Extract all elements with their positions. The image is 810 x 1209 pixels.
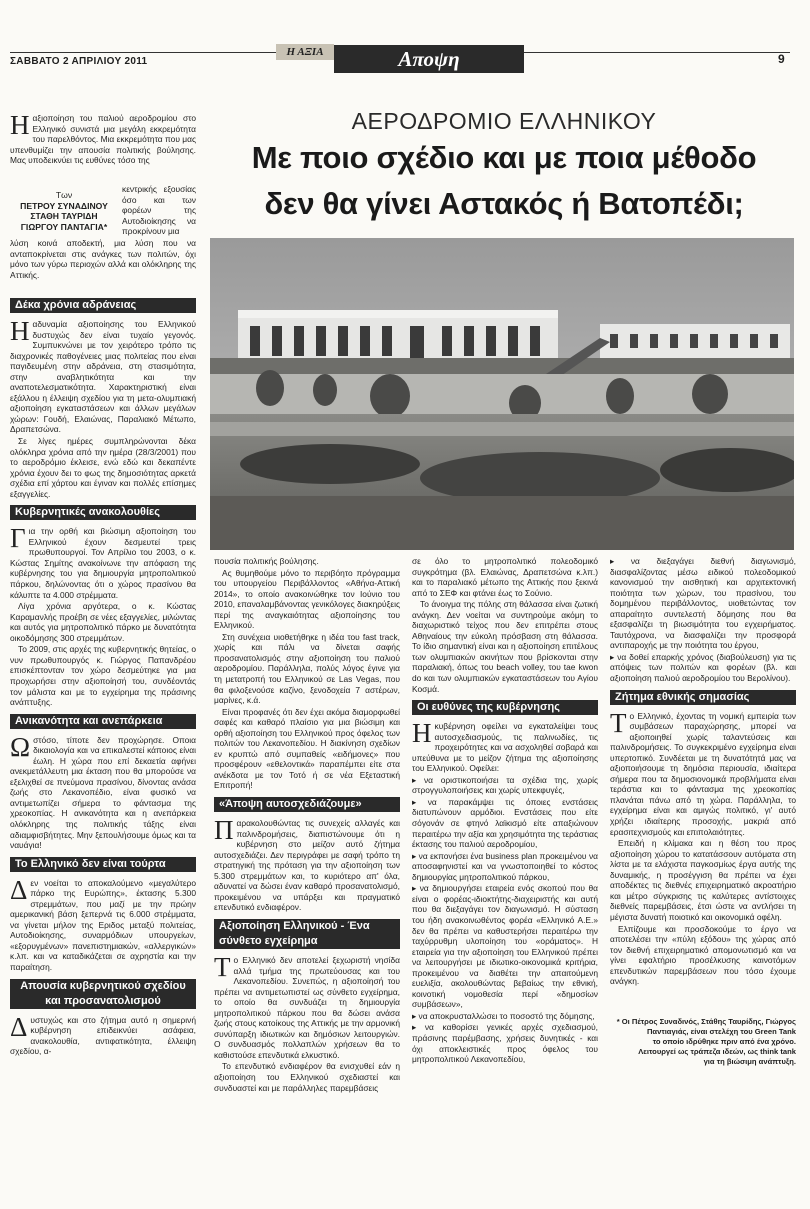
article-kicker: ΑΕΡΟΔΡΟΜΙΟ ΕΛΛΗΝΙΚΟΥ (351, 108, 657, 134)
paragraph: Το άνοιγμα της πόλης στη θάλασσα είναι ζωτική ανάγκη. Δεν νοείται να συντηρούμε ακόμη το διαχωριστικό τείχος που δεν επιτρέπει στους Αθηναίους την εύκολη πρόσβαση στη θάλασσα. Το ίδιο σημαντική είναι και η αξιοποίηση επιτέλους των ολυμπιακών ακινήτων που βρίσκονται στην παραλιακή, όπως του beach volley, του tae kwon do και των ολυμπιακών εγκαταστάσεων του Αγίου Κοσμά. (412, 599, 598, 694)
dropcap: Τ (610, 707, 627, 738)
footnote-line: το οποίο ιδρύθηκε πριν από ένα χρόνο. (652, 1036, 796, 1046)
section-heading: Αξιοποίηση Ελληνικού - Ένα σύνθετο εγχείρημα (214, 919, 400, 949)
header-paper-name: Η ΑΞΙΑ (276, 44, 334, 60)
section-heading: «Άποψη αυτοσχεδιάζουμε» (214, 797, 400, 812)
section-heading: Οι ευθύνες της κυβέρνησης (412, 700, 598, 715)
paragraph: Στη συνέχεια υιοθετήθηκε η ιδέα του fast track, χωρίς και πάλι να δίνεται σαφής προσανατολισμός στην αξιοποίηση του παλιού αεροδρομίου. Παράλληλα, πολύς λόγος έγινε για τη μετατροπή του Ελληνικού σε Las Vegas, που θα φιλοξενούσε καζίνο, ξενοδοχεία 7 αστέρων, μαρίνες, κ.ά. (214, 631, 400, 706)
bullet-item: ▸ να παρακάμψει τις όποιες ενστάσεις διατυπώνουν αρμόδιοι. Ενστάσεις που είτε σόγονάν σε φτηνό λαϊκισμό είτε απαξιώνουν περαιτέρω την αξία και χρησιμότητα της τεράστιας έκτασης του παλιού αεροδρομίου, (412, 796, 598, 850)
paragraph: Είναι προφανές ότι δεν έχει ακόμα διαμορφωθεί σαφές και καθαρό πλαίσιο για μια βιώσιμη και ορθή αξιοποίηση του Ελληνικού προς όφελος των πολιτών του Λεκανοπεδίου. Η διακίνηση σχεδίων εν κρυπτώ από συμπαθείς «ειδήμονες» που προσφέρουν «εθελοντικά» παραπέμπει είτε στα ανέκδοτα με τον Τοτό ή σε νέα Εξεταστική Επιτροπή! (214, 706, 400, 791)
intro-paragraph-top: αξιοποίηση του παλιού αεροδρομίου στο Ελληνικό συνιστά μια μεγάλη εκκρεμότητα του παρελθόντος. Μια εκκρεμότητα που μας υπενθυμίζει την απουσία πολιτικής βούλησης. Μας υποδεικνύει τις ευθύνες τόσο της (10, 113, 196, 166)
section-heading: Κυβερνητικές ανακολουθίες (10, 505, 196, 520)
paragraph: στόσο, τίποτε δεν προχώρησε. Οποια δικαιολογία και να επικαλεστεί κάποιος είναι έωλη. Η χώρα που επί δεκαετία αφήνει ανεκμετάλλευτη μια έκταση που θα μπορούσε να εξελιχθεί σε πνεύμονα πρασίνου, δίνοντας ανάσα ζωής στο Λεκανοπέδιο, είναι φυσικό να αντιμετωπίζει σήμερα το φάντασμα της χρεοκοπίας. Η ανικανότητα και η ανεπάρκεια ολόκληρης της πολιτικής τάξης είναι αδιαμφισβήτητες. Μην ξεπουλήσουμε όμως και τα ναυάγια! (10, 734, 196, 851)
paragraph: πουσία πολιτικής βούλησης. (214, 556, 319, 566)
column-1 (10, 292, 196, 1058)
bullet-item: ▸ να οριστικοποιήσει τα σχέδια της, χωρίς στρογγυλοποιήσεις και χωρίς υπεκφυγές, (412, 774, 598, 796)
dropcap: Η (10, 316, 30, 346)
paragraph: Επειδή η κλίμακα και η θέση του προς αξιοποίηση χώρου το κατατάσσουν αυτόματα στη λίστα με τα ελάχιστα παγκοσμίως έργα αυτής της δυναμικής, η προσέγγιση θα πρέπει να έχει αποδέκτες τις διεθνές επιχειρηματικό ακροατήριο και μέτρο σύγκρισης τις καλύτερες αντίστοιχες διεθνείς παρεμβάσεις, έτσι ώστε να αντλήσει τη μέγιστα δυνατή ποιοτικό και οικονομικά οφέλη. (610, 838, 796, 922)
footnote-line: για τη βιώσιμη ανάπτυξη. (703, 1056, 796, 1066)
dropcap: Τ (214, 951, 231, 982)
bullet-item: ▸ να αποκρυσταλλώσει το ποσοστό της δόμησης, (412, 1010, 595, 1021)
bullet-item: ▸ να διεξαγάγει διεθνή διαγωνισμό, διασφαλίζοντας μέσω ειδικού πολεοδομικού κανονισμού την αισθητική και αρχιτεκτονική ποιότητα των χώρων, του πρασίνου, του δομημένου περιβάλλοντος, υιοθετώντας τον απαραίτητο συντελεστή δόμησης που θα εξασφαλίζει τη βιωσιμότητα του εγχειρήματος. Ταυτόχρονα, να διασφαλίζει την προσφορά αντιπαροχής με την ποιότητα του έργου, (610, 556, 796, 651)
article-title-line1: Με ποιο σχέδιο και με ποια μέθοδο (251, 140, 757, 175)
author-name: ΓΙΩΡΓΟΥ ΠΑΝΤΑΓΙΑ* (20, 221, 108, 232)
dropcap: Η (412, 718, 432, 749)
bullet-item: ▸ να εκπονήσει ένα business plan προκειμένου να αποσαφηνιστεί και να γνωστοποιηθεί το κόστος δημιουργίας μητροπολιτικού πάρκου, (412, 850, 598, 882)
author-name: ΠΕΤΡΟΥ ΣΥΝΑΔΙΝΟΥ (20, 200, 108, 211)
column-3 (412, 556, 598, 1066)
section-heading: Ανικανότητα και ανεπάρκεια (10, 714, 196, 729)
intro-paragraph-bottom: λύση κοινά αποδεκτή, μια λύση που να ανταποκρίνεται στις ανάγκες των πολιτών, όχι μόνο των γύρω περιοχών αλλά και ολόκληρης της Αττικής. (10, 238, 196, 280)
paragraph: κυβέρνηση οφείλει να εγκαταλείψει τους αυτοσχεδιασμούς, τις παλινωδίες, τις προχειρότητες και να ασχοληθεί σοβαρά και υπεύθυνα με το μείζον ζήτημα της αξιοποίησης του Ελληνικού. Οφείλει: (412, 721, 598, 774)
bullet-item: ▸ να καθορίσει γενικές αρχές σχεδιασμού, πράσινης παρέμβασης, χρήσεις δυνητικές - και όχι αποκλειστικές προς όφελος του μητροπολιτικού Λεκανοπεδίου, (412, 1022, 598, 1065)
footnote-line: Λειτουργεί ως τράπεζα ιδεών, ως think tank (638, 1046, 796, 1056)
paragraph: Ελπίζουμε και προσδοκούμε το έργο να αποτελέσει την «πύλη εξόδου» της χώρας από τον διεθνή επιχειρηματικό απομονωτισμό και να γίνει εφαλτήριο προσέλκυσης καινοτόμων επενδυτικών παρεμβάσεων που τόσο έχουμε ανάγκη. (610, 923, 796, 987)
dropcap: Π (214, 815, 234, 846)
paragraph: Σε λίγες ημέρες συμπληρώνονται δέκα ολόκληρα χρόνια από την ημέρα (28/3/2001) που το αεροδρόμιο έκλεισε, ενώ εδώ και δεκαπέντε χρόνια έχουν δει το φως της δημοσιότητας αρκετά σχέδια επί χάρτου και έγιναν και πολλές επίσημες εξαγγελίες. (10, 436, 196, 499)
paragraph: ια την ορθή και βιώσιμη αξιοποίηση του Ελληνικού έχουν δεσμευτεί τρεις πρωθυπουργοί. Τον Απρίλιο του 2003, ο κ. Κώστας Σημίτης ανακοίνωνε την απόφαση της κυβέρνησης του για δημιουργία μητροπολιτικού πάρκου, δηλώνοντας ότι ο χώρος πρασίνου θα κάλυπτε τα 4.000 στρέμματα. (10, 526, 196, 600)
intro-paragraph-side: κεντρικής εξουσίας όσο και των φορέων της Αυτοδιοίκησης να προκρίνουν μια (122, 184, 196, 237)
paragraph: αδυναμία αξιοποίησης του Ελληνικού δυστυχώς δεν είναι τυχαίο γεγονός. Συμπυκνώνει με τον χειρότερο τρόπο τις διαχρονικές παθογένειες μιας πολιτείας που είναι παγιδευμένη στην αδράνεια, στη στασιμότητα, στην αναβλητικότητα και την αναποτελεσματικότητα. Χαρακτηριστική είναι εξάλλου η έλλειψη σχεδίου για τη μετα-ολυμπιακή αξιοποίηση εγκαταστάσεων και άλλων μεγάλων χώρων: Γουδή, Ελαιώνας, Παραλιακό Μέτωπο, Δραπετσώνα. (10, 319, 196, 435)
intro-block (10, 110, 196, 166)
header-date: ΣΑΒΒΑΤΟ 2 ΑΠΡΙΛΙΟΥ 2011 (10, 56, 148, 67)
paragraph: Το 2009, στις αρχές της κυβερνητικής θητείας, ο νυν πρωθυπουργός κ. Γιώργος Παπανδρέου επισκέπτονταν τον χώρο δεσμεύτηκε για μια προχωρήσει στην αξιοποίησή του, συνδέοντάς τον μάλιστα και με το εγχείρημα της πράσινης ανάπτυξης. (10, 644, 196, 708)
paragraph: εν νοείται το αποκαλούμενο «μεγαλύτερο πάρκο της Ευρώπης», έκτασης 5.300 στρεμμάτων, που μαζί με την πρώην αμερικανική βάση ξεπερνά τις 6.000 στρέμματα, να γίνεται μήλον της Εριδος μεταξύ πολιτείας, Αυτοδιοίκησης, συναρμόδιων υπουργείων, «εξορυγμένων» πανεπιστημιακών, «αλλεργικών» κ.λπ. και να καταδικάζεται σε αχρηστία και την παραίτηση. (10, 877, 196, 972)
footnote-line: * Οι Πέτρος Συναδινός, Στάθης Ταυρίδης, Γιώργος Παντιαγιάς, είναι στελέχη του Green Tank (616, 1016, 796, 1036)
article-title-line2: δεν θα γίνει Αστακός ή Βατοπέδι; (264, 186, 744, 221)
dropcap: Ω (10, 731, 31, 762)
byline-prefix: Των (55, 190, 73, 200)
header-section-name: Αποψη (334, 45, 524, 73)
intro-dropcap: Η (10, 110, 30, 140)
paragraph: σε όλο το μητροπολιτικό πολεοδομικό συγκρότημα (βλ. Ελαιώνας, Δραπετσώνα κ.λπ.) και το παραλιακό μέτωπο της Αττικής που ξεκινά από το ΣΕΦ και φτάνει έως το Σούνιο. (412, 556, 598, 598)
paragraph: Το επενδυτικό ενδιαφέρον θα ενισχυθεί εάν η αξιοποίηση του Ελληνικού σχεδιαστεί και συνδυαστεί και με παράλληλες παρεμβάσεις (214, 1061, 400, 1093)
section-heading: Το Ελληνικό δεν είναι τούρτα (10, 857, 196, 872)
paragraph: Λίγα χρόνια αργότερα, ο κ. Κώστας Καραμανλής προέβη σε νέες εξαγγελίες, μιλώντας και αυτός για μητροπολιτικό πάρκο με δυνατότητα οικοδόμησης 300 στρεμμάτων. (10, 601, 196, 643)
paragraph: ο Ελληνικό δεν αποτελεί ξεχωριστή νησίδα αλλά τμήμα της πρωτεύουσας και του Λεκανοπεδίου. Συνεπώς, η αξιοποίησή του πρέπει να αντιμετωπιστεί ως σύνθετο εγχείρημα, το οποίο θα συνδυάζει τη δημιουργία μητροπολιτικού πάρκου που θα δώσει ανάσα ζωής στους κατοίκους της Αττικής με την αρμονική συνύπαρξη ιδιωτικών και δημόσιων λειτουργιών. Ο συνδυασμός πολλαπλών χρήσεων θα το καθιστούσε επενδυτικά ελκυστικό. (214, 954, 400, 1060)
paragraph: αρακολουθώντας τις συνεχείς αλλαγές και παλινδρομήσεις, διαπιστώνουμε ότι η κυβέρνηση στο μείζον αυτό ζήτημα αυτοσχεδιάζει. Δεν περιγράφει με σαφή τρόπο τη στρατηγική της πρόταση για την αξιοποίηση των 5.300 στρεμμάτων και, το κυριότερο απ' όλα, αδυνατεί να δώσει έναν καθαρό προσανατολισμό, προκειμένου να υπάρξει και πραγματικό επενδυτικό ενδιαφέρον. (214, 818, 400, 913)
section-heading: Δέκα χρόνια αδράνειας (10, 298, 196, 313)
column-4 (610, 556, 796, 1067)
byline (10, 190, 118, 232)
paragraph: υστυχώς και στο ζήτημα αυτό η σημερινή κυβέρνηση επιδεικνύει ασάφεια, ανακολουθία, αντιφατικότητα, έλλειψη σχεδίου, α- (10, 1014, 196, 1057)
author-name: ΣΤΑΘΗ ΤΑΥΡΙΔΗ (30, 211, 98, 222)
page-number: 9 (778, 52, 785, 66)
dropcap: Γ (10, 523, 26, 554)
airport-photo-illustration (210, 238, 794, 550)
bullet-item: ▸ να δοθεί επαρκής χρόνος (διαβούλευση) για τις απόψεις των πολιτών και φορέων (βλ. και αξιοποίηση παλιού αεροδρομίου του Βερολίνου). (610, 651, 796, 684)
column-2 (214, 556, 400, 1094)
author-footnote (610, 1017, 796, 1067)
dropcap: Δ (10, 1011, 28, 1042)
section-heading: Απουσία κυβερνητικού σχεδίου και προσανατολισμού (10, 979, 196, 1009)
section-heading: Ζήτημα εθνικής σημασίας (610, 690, 796, 705)
paragraph: Ας θυμηθούμε μόνο το περιβόητο πρόγραμμα του υπουργείου Περιβάλλοντος «Αθήνα-Αττική 2014», το οποίο ανακοινώθηκε τον Ιούνιο του 2010, επαναλαμβάνοντας γενικόλογες διακηρύξεις περί της αναγκαιότητας αξιοποίησης του Ελληνικού. (214, 567, 400, 631)
bullet-item: ▸ να δημιουργήσει εταιρεία ενός σκοπού που θα είναι ο φορέας-ιδιοκτήτης-διαχειριστής και αυτή που θα διεξαγάγει τον διαγωνισμό. Η σύσταση του ήδη ανακοινωθέντος φορέα «Ελληνικό Α.Ε.» δεν θα πρέπει να καθυστερήσει περαιτέρω την ταχύρρυθμη υλοποίηση του «οράματος». Η εταιρεία για την αξιοποίηση του Ελληνικού πρέπει να λειτουργήσει με ιδιωτικο-οικονομικά κριτήρια, προκειμένου να διαθέτει την απαιτούμενη ευελιξία, ακολουθώντας βεβαίως την εθνική, κοινοτική νομοθεσία περί «δημοσίων συμβάσεων», (412, 883, 598, 1010)
airport-photo (210, 238, 794, 550)
dropcap: Δ (10, 874, 28, 905)
paragraph: ο Ελληνικό, έχοντας τη νομική εμπειρία των συμβάσεων παραχώρησης, μπορεί να αξιοποιηθεί χωρίς ταλαντεύσεις και παλινδρομήσεις. Το συγκεκριμένο εγχείρημα είναι υπερτοπικό. Συνδέεται με τη δυνατότητά μας να αξιοποιήσουμε τη δημόσια περιουσία, ιδιαίτερα σήμερα που τα δημοσιονομικά προβλήματα είναι τεράστια και το φάντασμα της χρεοκοπίας πλανάται πάνω από τη χώρα. Παράλληλα, το εγχείρημα είναι και αμιγώς πολιτικό, γι' αυτό χρήζει ιδιαίτερης προσοχής, μακριά από ερασιτεχνισμούς και επιπολαιότητες. (610, 710, 796, 837)
